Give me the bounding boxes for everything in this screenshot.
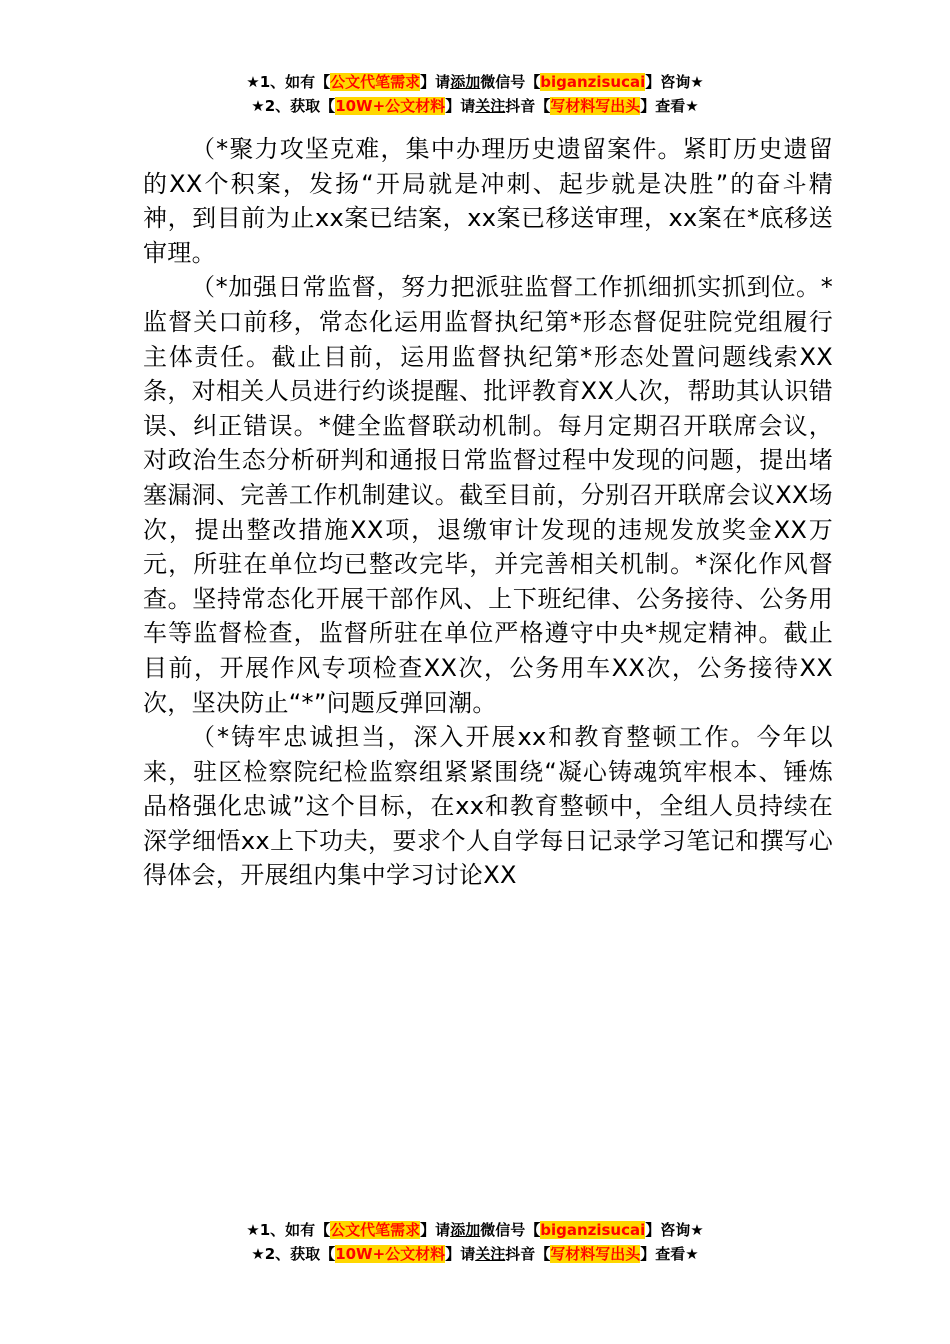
paragraph: （*铸牢忠诚担当，深入开展xx和教育整顿工作。今年以来，驻区检察院纪检监察组紧紧围绕“凝心铸魂筑牢根本、锤炼品格强化忠诚”这个目标，在xx和教育整顿中，全组人员持续在深学细悟xx上下功夫，要求个人自学每日记录学习笔记和撰写心得体会，开展组内集中学习讨论XX	[143, 723, 833, 890]
document-body	[143, 132, 833, 893]
banner-line-2	[0, 94, 950, 118]
banner-text: ★2、获取【	[251, 1245, 336, 1263]
header-banner	[0, 70, 950, 118]
banner-highlight: 公文代笔需求	[330, 73, 421, 91]
banner-highlight: biganzisucai	[540, 1221, 646, 1239]
banner-text: 】请	[445, 97, 476, 115]
banner-line-1	[0, 1218, 950, 1242]
banner-underlined-text: 关注	[475, 1245, 506, 1263]
banner-text: 微信号【	[480, 73, 541, 91]
footer-banner	[0, 1218, 950, 1266]
banner-text: 】查看★	[640, 97, 699, 115]
banner-text: 】查看★	[640, 1245, 699, 1263]
paragraph: （*加强日常监督，努力把派驻监督工作抓细抓实抓到位。*监督关口前移，常态化运用监督执纪第*形态督促驻院党组履行主体责任。截止目前，运用监督执纪第*形态处置问题线索XX条，对相关人员进行约谈提醒、批评教育XX人次，帮助其认识错误、纠正错误。*健全监督联动机制。每月定期召开联席会议，对政治生态分析研判和通报日常监督过程中发现的问题，提出堵塞漏洞、完善工作机制建议。截至目前，分别召开联席会议XX场次，提出整改措施XX项，退缴审计发现的违规发放奖金XX万元，所驻在单位均已整改完毕，并完善相关机制。*深化作风督查。坚持常态化开展干部作风、上下班纪律、公务接待、公务用车等监督检查，监督所驻在单位严格遵守中央*规定精神。截止目前，开展作风专项检查XX次，公务用车XX次，公务接待XX次，坚决防止“*”问题反弹回潮。	[143, 273, 833, 717]
banner-text: ★1、如有【	[246, 73, 331, 91]
banner-highlight: 写材料写出头	[550, 1245, 641, 1263]
paragraph: （*聚力攻坚克难，集中办理历史遗留案件。紧盯历史遗留的XX个积案，发扬“开局就是冲刺、起步就是决胜”的奋斗精神，到目前为止xx案已结案，xx案已移送审理，xx案在*底移送审理。	[143, 135, 833, 267]
banner-underlined-text: 关注	[475, 97, 506, 115]
banner-text: ★2、获取【	[251, 97, 336, 115]
banner-text: 】请	[445, 1245, 476, 1263]
banner-highlight: 10W+公文材料	[335, 1245, 446, 1263]
banner-underlined-text: 添加	[450, 73, 481, 91]
banner-line-2	[0, 1242, 950, 1266]
banner-text: ★1、如有【	[246, 1221, 331, 1239]
banner-highlight: 公文代笔需求	[330, 1221, 421, 1239]
banner-highlight: 10W+公文材料	[335, 97, 446, 115]
banner-text: 抖音【	[505, 1245, 551, 1263]
banner-highlight: 写材料写出头	[550, 97, 641, 115]
banner-text: 微信号【	[480, 1221, 541, 1239]
banner-text: 】请	[420, 73, 451, 91]
banner-text: 】咨询★	[645, 73, 704, 91]
banner-highlight: biganzisucai	[540, 73, 646, 91]
banner-line-1	[0, 70, 950, 94]
banner-text: 】咨询★	[645, 1221, 704, 1239]
banner-text: 】请	[420, 1221, 451, 1239]
banner-underlined-text: 添加	[450, 1221, 481, 1239]
banner-text: 抖音【	[505, 97, 551, 115]
